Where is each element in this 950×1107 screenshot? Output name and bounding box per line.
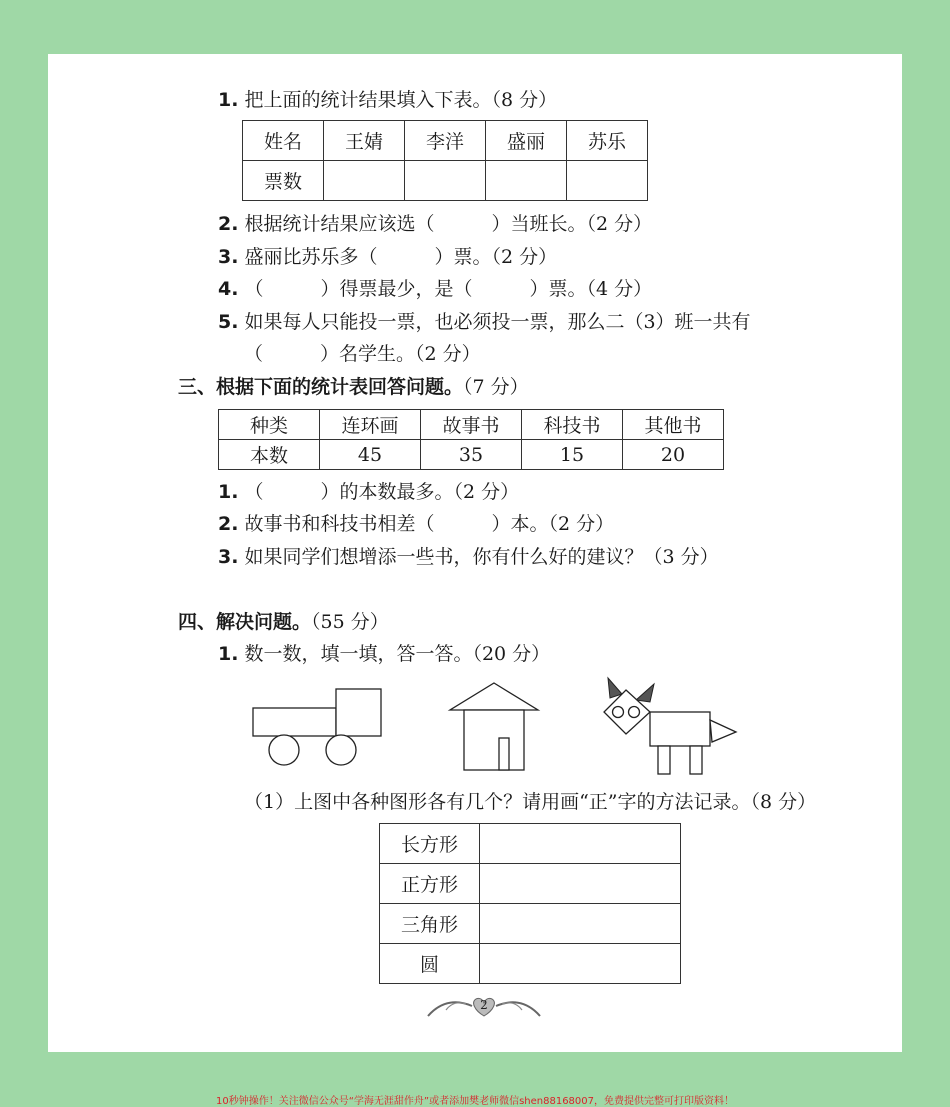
book-table-cell: 20 [623,440,724,470]
book-table-cell: 35 [421,440,522,470]
section-4-title: 四、解决问题。（55 分） [178,611,389,633]
question-1-5: 5. 如果每人只能投一票，也必须投一票，那么二（3）班一共有 [218,311,751,333]
section-3-title: 三、根据下面的统计表回答问题。（7 分） [178,376,529,398]
question-3-3: 3. 如果同学们想增添一些书，你有什么好的建议？（3 分） [218,546,719,568]
subquestion-4-1-1: （1）上图中各种图形各有几个？请用画“正”字的方法记录。（8 分） [244,791,817,813]
footer-notice: 10秒钟操作！关注微信公众号“学海无涯甜作舟”或者添加樊老师微信shen88168007，免费提供完整可打印版资料！ [215,1096,735,1107]
vote-table-blank-cell[interactable] [567,161,648,201]
book-table-cell: 15 [522,440,623,470]
worksheet-page [48,54,902,1052]
question-1-5-continued: （ ）名学生。（2 分） [244,343,481,365]
question-1-1: 1. 把上面的统计结果填入下表。（8 分） [218,89,558,111]
question-3-2: 2. 故事书和科技书相差（ ）本。（2 分） [218,513,615,535]
shape-count-blank[interactable] [480,864,681,904]
book-table-header: 科技书 [522,410,623,440]
question-1-3: 3. 盛丽比苏乐多（ ）票。（2 分） [218,246,558,268]
page-number: 2 [480,998,488,1012]
vote-table-blank-cell[interactable] [324,161,405,201]
shape-count-blank[interactable] [480,824,681,864]
shape-label: 圆 [380,944,480,984]
vote-table-header: 苏乐 [567,121,648,161]
book-table-header: 其他书 [623,410,724,440]
truck-figure [248,684,388,770]
book-table-header: 连环画 [320,410,421,440]
book-table-header: 种类 [219,410,320,440]
vote-table-blank-cell[interactable] [486,161,567,201]
vote-table-header: 李洋 [405,121,486,161]
house-figure [446,680,542,774]
vote-table-row-label: 票数 [243,161,324,201]
page-number-ornament [424,990,544,1022]
shape-count-blank[interactable] [480,904,681,944]
question-1-4: 4. （ ）得票最少，是（ ）票。（4 分） [218,278,653,300]
book-table-cell: 45 [320,440,421,470]
question-4-1: 1. 数一数，填一填，答一答。（20 分） [218,643,551,665]
cow-figure [600,674,744,778]
vote-table-blank-cell[interactable] [405,161,486,201]
shape-label: 长方形 [380,824,480,864]
question-1-2: 2. 根据统计结果应该选（ ）当班长。（2 分） [218,213,653,235]
book-table-header: 故事书 [421,410,522,440]
book-table-cell: 本数 [219,440,320,470]
question-3-1: 1. （ ）的本数最多。（2 分） [218,481,520,503]
shape-count-blank[interactable] [480,944,681,984]
shape-label: 正方形 [380,864,480,904]
shape-count-table [379,823,681,984]
vote-table-header: 姓名 [243,121,324,161]
vote-table-header: 盛丽 [486,121,567,161]
book-table [218,409,724,470]
vote-table [242,120,648,201]
shape-label: 三角形 [380,904,480,944]
vote-table-header: 王婧 [324,121,405,161]
